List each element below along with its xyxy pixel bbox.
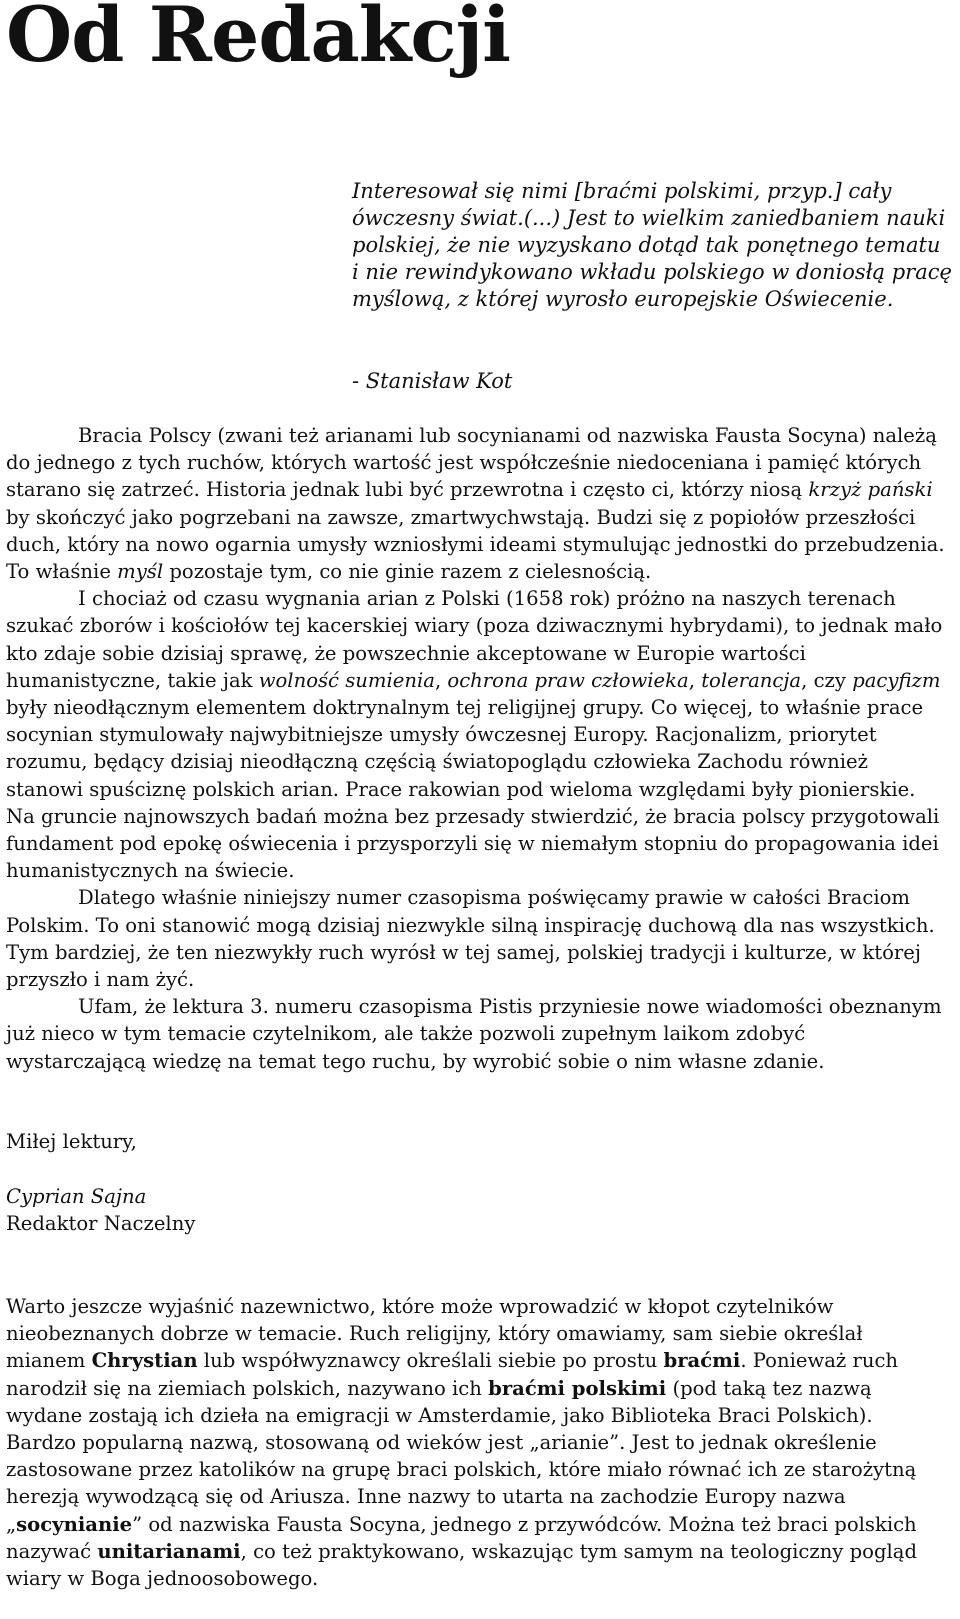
- motto-quote: Interesował się nimi [braćmi polskimi, przyp.] cały ówczesny świat.(...) Jest to wielkim zaniedbaniem nauki polskiej, że nie wyzyskano dotąd tak ponętnego tematu i nie rewindykowano wkładu polskiego w doniosłą pracę myślową, z której wyrosło europejskie Oświecenie.: [352, 179, 952, 311]
- article-body: [6, 422, 948, 1075]
- paragraph-4: Ufam, że lektura 3. numeru czasopisma Pistis przyniesie nowe wiadomości obeznanym już nieco w tym temacie czytelnikom, ale także pozwoli zupełnym laikom zdobyć wystarczającą wiedzę na temat tego ruchu, by wyrobić sobie o nim własne zdanie.: [6, 995, 942, 1073]
- paragraph-3: Dlatego właśnie niniejszy numer czasopisma poświęcamy prawie w całości Braciom Polskim. To oni stanowić mogą dzisiaj niezwykle silną inspirację duchową dla nas wszystkich. Tym bardziej, że ten niezwykły ruch wyrósł w tej samej, polskiej tradycji i kulturze, w której przyszło i nam żyć.: [6, 886, 935, 992]
- editor-role: Redaktor Naczelny: [6, 1212, 196, 1235]
- page-title: Od Redakcji: [6, 0, 511, 79]
- closing-greeting: Miłej lektury,: [6, 1130, 137, 1153]
- signature-block: [6, 1183, 195, 1237]
- terminology-note: Warto jeszcze wyjaśnić nazewnictwo, które może wprowadzić w kłopot czytelników nieobeznanych dobrze w temacie. Ruch religijny, który omawiamy, sam siebie określał mianem Chrystian lub współwyznawcy określali siebie po prostu braćmi. Ponieważ ruch narodził się na ziemiach polskich, nazywano ich braćmi polskimi (pod taką tez nazwą wydane zostają ich dzieła na emigracji w Amsterdamie, jako Biblioteka Braci Polskich). Bardzo popularną nazwą, stosowaną od wieków jest „arianie”. Jest to jednak określenie zastosowane przez katolików na grupę braci polskich, które miało równać ich ze starożytną herezją wywodzącą się od Ariusza. Inne nazwy to utarta na zachodzie Europy nazwa „socynianie” od nazwiska Fausta Socyna, jednego z przywódców. Można też braci polskich nazywać unitarianami, co też praktykowano, wskazując tym samym na teologiczny pogląd wiary w Boga jednoosobowego.: [6, 1295, 917, 1591]
- editor-name: Cyprian Sajna: [6, 1185, 147, 1208]
- paragraph-1: Bracia Polscy (zwani też arianami lub socynianami od nazwiska Fausta Socyna) należą do jednego z tych ruchów, których wartość jest współcześnie niedoceniana i pamięć których starano się zatrzeć. Historia jednak lubi być przewrotna i często ci, którzy niosą krzyż pański by skończyć jako pogrzebani na zawsze, zmartwychwstają. Budzi się z popiołów przeszłości duch, który na nowo ogarnia umysły wzniosłymi ideami stymulując jednostki do przebudzenia. To właśnie myśl pozostaje tym, co nie ginie razem z cielesnością.: [6, 424, 945, 584]
- motto-attribution: - Stanisław Kot: [352, 369, 513, 393]
- paragraph-2: I chociaż od czasu wygnania arian z Polski (1658 rok) próżno na naszych terenach szukać zborów i kościołów tej kacerskiej wiary (poza dziwacznymi hybrydami), to jednak mało kto zdaje sobie dzisiaj sprawę, że powszechnie akceptowane w Europie wartości humanistyczne, takie jak wolność sumienia, ochrona praw człowieka, tolerancja, czy pacyfizm były nieodłącznym elementem doktrynalnym tej religijnej grupy. Co więcej, to właśnie prace socynian stymulowały najwybitniejsze umysły ówczesnej Europy. Racjonalizm, priorytet rozumu, będący dzisiaj nieodłączną częścią światopoglądu człowieka Zachodu również stanowi spuściznę polskich arian. Prace rakowian pod wieloma względami były pionierskie. Na gruncie najnowszych badań można bez przesady stwierdzić, że bracia polscy przygotowali fundament pod epokę oświecenia i przysporzyli się w niemałym stopniu do propagowania idei humanistycznych na świecie.: [6, 587, 943, 883]
